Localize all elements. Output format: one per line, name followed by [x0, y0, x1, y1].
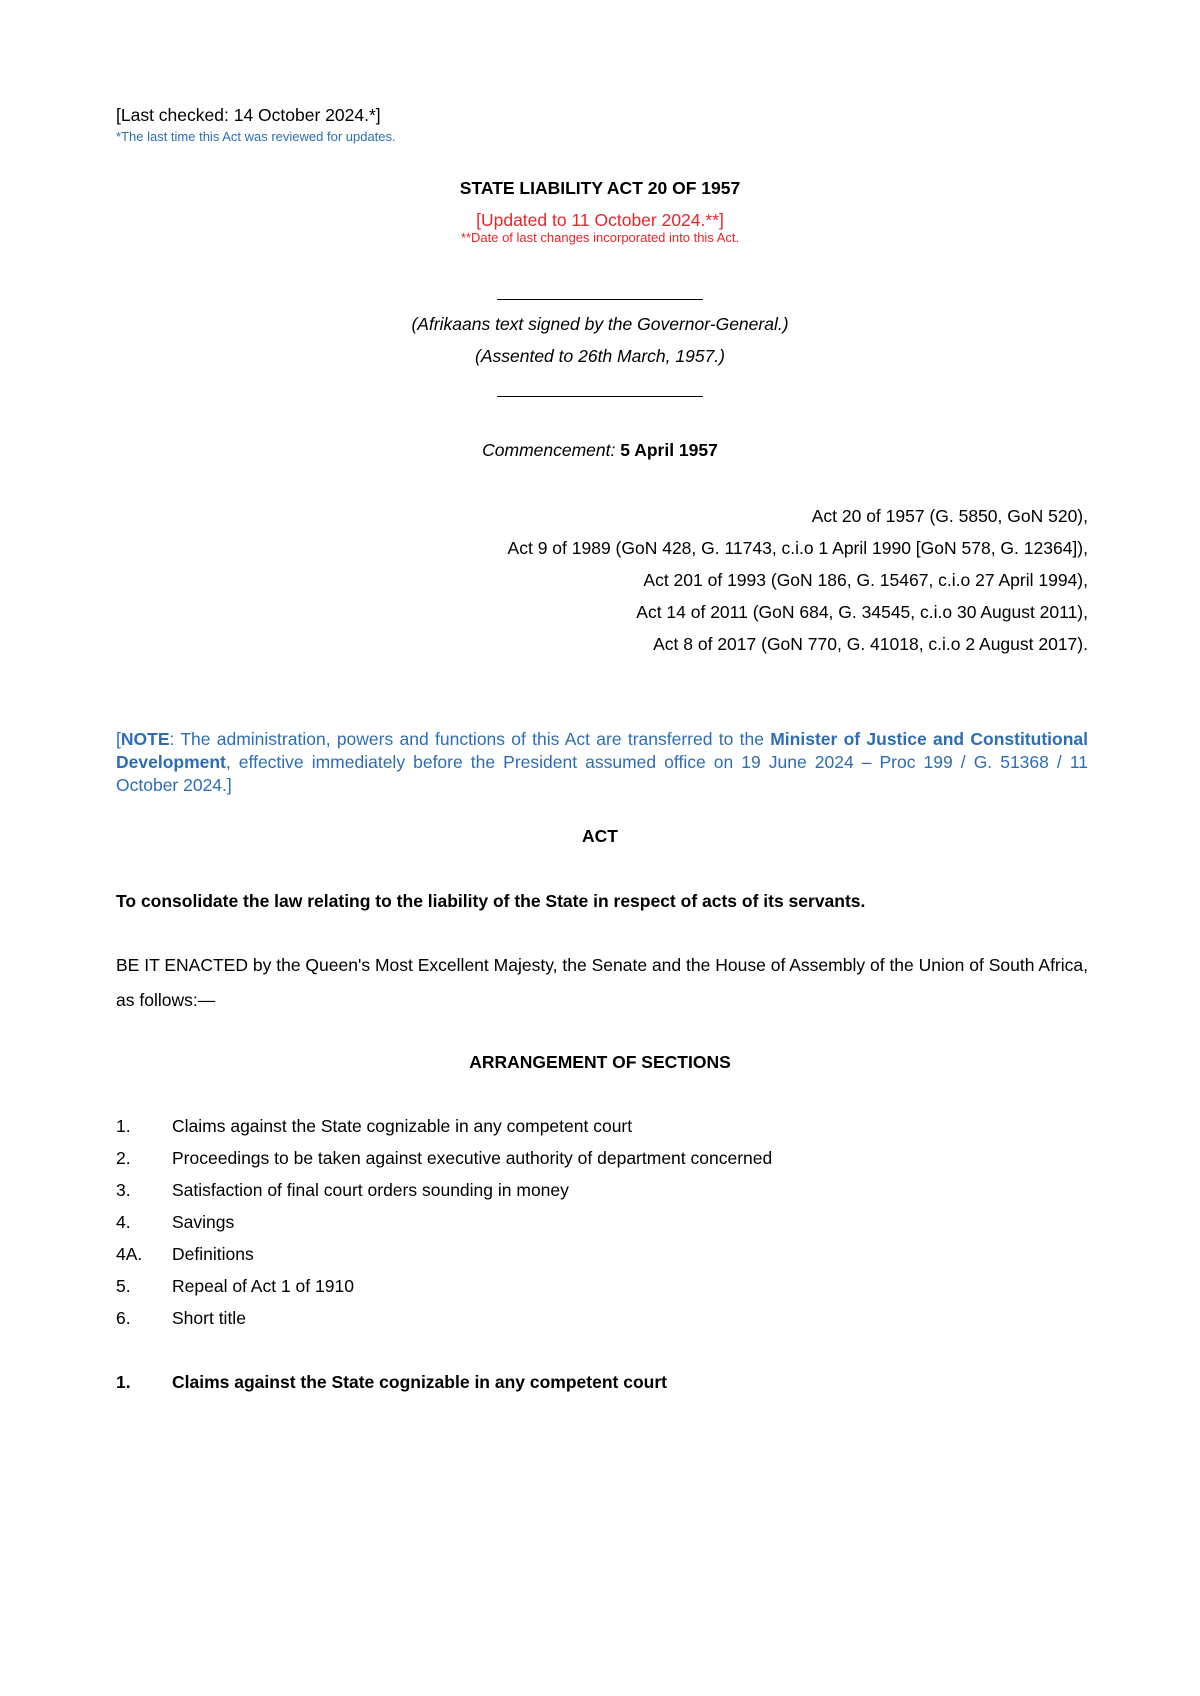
toc-number: 3.: [116, 1180, 131, 1200]
amendment-line: Act 201 of 1993 (GoN 186, G. 15467, c.i.o 27 April 1994),: [643, 570, 1088, 590]
toc-label: Savings: [172, 1212, 235, 1232]
toc-number: 1.: [116, 1116, 131, 1136]
toc-number: 5.: [116, 1276, 131, 1296]
last-checked: [Last checked: 14 October 2024.*]: [116, 105, 381, 125]
commencement: [0, 440, 1200, 461]
commencement-label: Commencement:: [482, 440, 616, 460]
toc-label: Satisfaction of final court orders sounding in money: [172, 1180, 569, 1200]
toc-label: Proceedings to be taken against executive authority of department concerned: [172, 1148, 773, 1168]
administration-note: [116, 728, 1088, 797]
toc-label: Claims against the State cognizable in any competent court: [172, 1116, 633, 1136]
updated-note: **Date of last changes incorporated into this Act.: [460, 230, 740, 245]
separator-rule: [497, 299, 703, 300]
toc-number: 6.: [116, 1308, 131, 1328]
act-heading: ACT: [582, 826, 618, 846]
assented-date: (Assented to 26th March, 1957.): [475, 346, 725, 366]
long-title: To consolidate the law relating to the liability of the State in respect of acts of its servants.: [116, 891, 866, 911]
toc-number: 2.: [116, 1148, 131, 1168]
amendment-line: Act 20 of 1957 (G. 5850, GoN 520),: [811, 506, 1088, 526]
amendment-line: Act 9 of 1989 (GoN 428, G. 11743, c.i.o 1 April 1990 [GoN 578, G. 12364]),: [507, 538, 1088, 558]
afrikaans-signed: (Afrikaans text signed by the Governor-General.): [411, 314, 789, 334]
note-text-before: : The administration, powers and functions of this Act are transferred to the: [169, 729, 771, 749]
section-number: 1.: [116, 1372, 131, 1392]
arrangement-heading: ARRANGEMENT OF SECTIONS: [469, 1052, 731, 1072]
amendment-line: Act 8 of 2017 (GoN 770, G. 41018, c.i.o 2 August 2017).: [653, 634, 1088, 654]
toc-label: Definitions: [172, 1244, 254, 1264]
toc-number: 4.: [116, 1212, 131, 1232]
separator-rule: [497, 396, 703, 397]
note-text-after: , effective immediately before the President assumed office on 19 June 2024 – Proc 199 / G. 51368 / 11 October 2024.]: [116, 752, 1088, 795]
updated-date: [Updated to 11 October 2024.**]: [476, 210, 724, 230]
note-minister: Minister of Justice and Constitutional Development: [116, 729, 1088, 772]
enacting-clause: BE IT ENACTED by the Queen's Most Excellent Majesty, the Senate and the House of Assembly of the Union of South Africa, as follows:—: [116, 955, 1088, 1010]
act-title: STATE LIABILITY ACT 20 OF 1957: [459, 178, 741, 198]
note-bracket: [: [116, 729, 121, 749]
note-label: NOTE: [120, 729, 170, 749]
toc-label: Short title: [172, 1308, 246, 1328]
commencement-date: 5 April 1957: [620, 440, 718, 460]
last-checked-note: *The last time this Act was reviewed for updates.: [116, 129, 396, 144]
toc-number: 4A.: [116, 1244, 143, 1264]
amendment-line: Act 14 of 2011 (GoN 684, G. 34545, c.i.o 30 August 2011),: [636, 602, 1088, 622]
toc-label: Repeal of Act 1 of 1910: [172, 1276, 354, 1296]
section-title: Claims against the State cognizable in any competent court: [172, 1372, 667, 1392]
